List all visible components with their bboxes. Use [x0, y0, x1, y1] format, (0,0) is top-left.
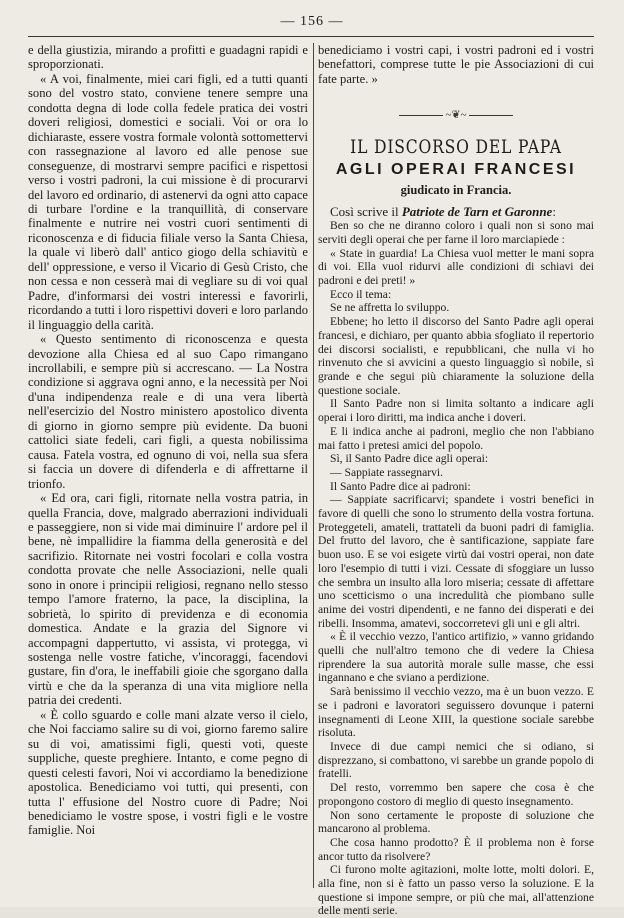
- paragraph: Ben so che ne diranno coloro i quali non si sono mai serviti degli operai che per farne il loro marciapiede :: [318, 219, 594, 246]
- intro-suffix: :: [552, 203, 556, 219]
- right-column: [318, 43, 594, 918]
- paragraph: Se ne affretta lo sviluppo.: [330, 301, 450, 315]
- paragraph: Ci furono molte agitazioni, molte lotte, molti dolori. E, alla fine, non si è fatto un passo verso la soluzione. E la questione si impone sempre, or più che mai, all'attenzione delle menti serie.: [318, 863, 594, 918]
- paragraph: Il Santo Padre non si limita soltanto a indicare agli operai i loro diritti, ma indica anche i doveri.: [318, 397, 594, 425]
- paragraph: Sarà benissimo il vecchio vezzo, ma è un buon vezzo. E se i padroni e lavoratori seguissero dovunque i paterni insegnamenti di Leone XIII, la questione sociale sarebbe risoluta.: [318, 685, 594, 740]
- paragraph: E li indica anche ai padroni, meglio che non l'abbiano mai fatto i pretesi amici del popolo.: [318, 424, 594, 452]
- left-column: [28, 43, 308, 891]
- paragraph: Sì, il Santo Padre dice agli operai:: [330, 452, 489, 466]
- ornament-line-left: [399, 115, 443, 116]
- paragraph: Non sono certamente le proposte di soluzione che mancarono al problema.: [318, 808, 594, 836]
- paragraph: « Ed ora, cari figli, ritornate nella vostra patria, in quella Francia, dove, malgrado aberrazioni individuali e passeggiere, non si vide mai diminuire l' ardore pel il bene, nè impallidire la fiamma della generosità e del sacrifizio. Ritornate nei vostri focolari e colla vostra condotta provate che nelle Associazioni, nelle quali sono in onore i principii religiosi, regnano nello stesso tempo l'amore fraterno, la pace, la disciplina, la sobrietà, lo spirito di previdenza e di economia domestica. Andate e la grazia del Signore vi accompagni dappertutto, vi assista, vi protegga, vi sostenga nelle vostre fatiche, v'incoraggi, facendovi gustare, fin d'ora, le ineffabili gioie che sgorgano dalla virtù e che da la speranza di una vita migliore nella patria dei credenti.: [28, 491, 308, 708]
- column-divider: [313, 43, 314, 888]
- fleuron-icon: ~❦~: [445, 109, 467, 122]
- paragraph: Ebbene; ho letto il discorso del Santo Padre agli operai francesi, e dichiaro, per quanto abbia sfogliato il repertorio dei discorsi socialisti, e repubblicani, che nulla vi ho rinvenuto che si avvicini a questo linguaggio sì nobile, sì grande e che segui più chiaramente la soluzione della questione sociale.: [318, 315, 594, 397]
- paragraph: Del resto, vorremmo ben sapere che cosa è che propongono costoro di meglio di questo insegnamento.: [318, 781, 594, 808]
- paragraph: Il Santo Padre dice ai padroni:: [330, 479, 471, 493]
- ornament-line-right: [469, 115, 513, 116]
- article-tagline: giudicato in Francia.: [400, 182, 512, 197]
- paragraph: « A voi, finalmente, miei cari figli, ed a tutti quanti sono del vostro stato, conviene tenere sempre una condotta degna di lode colla fedele pratica dei vostri doveri religiosi, domestici e sociali. Voi or ora lo dichiaraste, essere vostra formale volontà sottomettervi con rassegnazione al lavoro ed alle penose sue conseguenze, di mostrarvi sempre pacifici e rispettosi verso i vostri padroni, la cui missione è di procurarvi del lavoro ed ordinario, di astenervi da ogni atto capace di turbare l'ordine e la tranquillità, di conservare finalmente e nutrire nei vostri cuori sentimenti di riconoscenza e di fiducia filiale verso la Santa Chiesa, la quale vi liberò dall' antico giogo della schiavitù e dell' oppressione, e verso il Vicario di Gesù Cristo, che non cessa e non cesserà mai di vegliare su di voi qual Padre, d'informarsi dei vostri interessi e favorirli, ricordando a tutti i loro rispettivi doveri e loro parlando il linguaggio della carità.: [28, 71, 308, 332]
- paragraph: « È il vecchio vezzo, l'antico artifizio, » vanno gridando quelli che null'altro temono che di vedere la Chiesa riprendere la sua autorità morale sulle masse, che essi ingannano e che sviano a perdizione.: [318, 630, 594, 685]
- article-title: IL DISCORSO DEL PAPA: [350, 135, 562, 158]
- page-number: — 156 —: [280, 14, 344, 29]
- paragraph: « State in guardia! La Chiesa vuol metter le mani sopra di voi. Ella vuol ridurvi alle condizioni di schiavi dei padroni e dei preti! »: [318, 246, 594, 288]
- article-intro: [318, 205, 594, 219]
- paragraph: Che cosa hanno prodotto? È il problema non è forse ancor tutto da risolvere?: [318, 835, 594, 863]
- publication-name: Patriote de Tarn et Garonne: [401, 203, 553, 219]
- paragraph: « Questo sentimento di riconoscenza e questa devozione alla Chiesa ed al suo Capo rimangano incrollabili, e sempre più si accrescano. — La Nostra condizione si aggrava ogni anno, e la necessità per Noi d'una indipendenza reale e di una vera libertà nell'esercizio del Nostro ministero apostolico diventa di giorno in giorno sempre più evidente. Da buoni cattolici siate fedeli, cari figli, a questa nobilissima causa. Fatela vostra, ed ognuno di voi, nella sua sfera si faccia un dovere di difenderla e di affrettarne il trionfo.: [28, 332, 308, 491]
- paragraph: — Sappiate sacrificarvi; spandete i vostri benefici in favore di quelli che sono lo strumento della vostra fortuna. Proteggeteli, amateli, trattateli da buoni padri di famiglia. Del frutto del lavoro, che è santificazione, sappiate fare buon uso. E se voi esigete virtù dai vostri operai, non date loro l'esempio di tutti i vizi. Cessate di sfoggiare un lusso che sembra un insulto alla loro miseria; cessate di affettare uno scetticismo o una incredulità che piombano sulle anime dei vostri dipendenti, e ne fanno dei disperati e dei ribelli. Insomma, amatevi, soccorretevi gli uni e gli altri.: [318, 493, 594, 630]
- paragraph: e della giustizia, mirando a profitti e guadagni rapidi e sproporzionati.: [28, 43, 308, 72]
- article-subtitle: AGLI OPERAI FRANCESI: [335, 160, 577, 178]
- ornament-divider: [318, 108, 594, 122]
- paragraph: Ecco il tema:: [330, 287, 392, 301]
- intro-prefix: Così scrive il: [330, 203, 399, 219]
- paragraph: Invece di due campi nemici che si odiano, si disprezzano, si combattono, vi sarebbe un grande popolo di fratelli.: [318, 739, 594, 781]
- paragraph: — Sappiate rassegnarvi.: [330, 465, 444, 479]
- paragraph: benediciamo i vostri capi, i vostri padroni ed i vostri benefattori, comprese tutte le pie Associazioni di cui fate parte. »: [318, 43, 594, 86]
- paragraph: « È collo sguardo e colle mani alzate verso il cielo, che Noi facciamo salire su di voi, giorno faremo salire su di voi, amatissimi figli, questi voti, queste suppliche, queste preghiere. Intanto, e come pegno di questi celesti favori, Noi vi accordiamo la benedizione apostolica. Benediciamo voi tutti, qui presenti, con tutta l' effusione del Nostro cuore di Padre; Noi benediciamo le vostre spose, i vostri figli e le vostre famiglie. Noi: [28, 707, 308, 838]
- header-rule: [28, 36, 594, 37]
